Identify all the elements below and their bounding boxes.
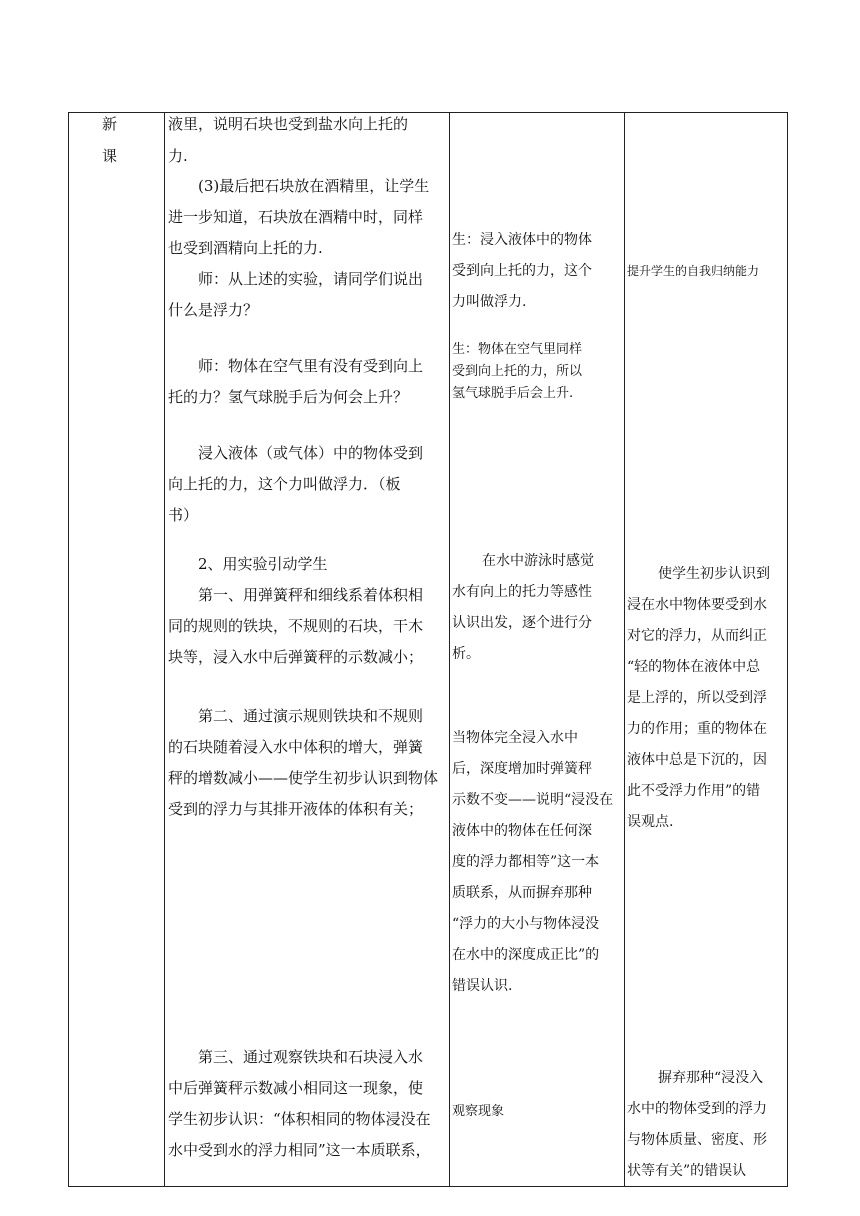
- intent-text: 力的作用；重的物体在: [627, 721, 767, 737]
- student-text: 水有向上的托力等感性: [452, 584, 592, 600]
- student-text: 错误认识.: [452, 978, 513, 994]
- student-text: 生：浸入液体中的物体: [452, 232, 592, 248]
- teacher-text: 第一、用弹簧秤和细线系着体积相: [198, 586, 424, 604]
- intent-text: 浸在水中物体要受到水: [627, 597, 767, 613]
- teacher-text: (3)最后把石块放在酒精里，让学生: [198, 177, 430, 195]
- student-text: 质联系，从而摒弃那种: [452, 885, 592, 901]
- student-text: 示数不变——说明“浸没在: [452, 792, 614, 808]
- intent-text: 状等有关”的错误认: [627, 1163, 747, 1179]
- intent-text: 误观点.: [627, 814, 674, 830]
- teacher-text: 受到的浮力与其排开液体的体积有关；: [168, 800, 424, 818]
- student-text: 氢气球脱手后会上升.: [452, 386, 574, 401]
- intent-text: 水中的物体受到的浮力: [627, 1101, 767, 1117]
- teacher-text: 的石块随着浸入水中体积的增大，弹簧: [168, 738, 424, 756]
- student-text: 观察现象: [452, 1104, 505, 1119]
- column-divider: [449, 112, 450, 1187]
- teacher-text: 浸入液体（或气体）中的物体受到: [198, 444, 424, 462]
- intent-text: 与物体质量、密度、形: [627, 1132, 767, 1148]
- student-text: 认识出发，逐个进行分: [452, 615, 592, 631]
- teacher-text: 托的力？氢气球脱手后为何会上升？: [168, 388, 409, 406]
- teacher-text: 第二、通过演示规则铁块和不规则: [198, 707, 424, 725]
- stage-label: 课: [102, 147, 118, 165]
- student-text: 在水中的深度成正比”的: [452, 947, 600, 963]
- intent-text: 对它的浮力，从而纠正: [627, 628, 767, 644]
- teacher-text: 进一步知道，石块放在酒精中时，同样: [168, 208, 424, 226]
- student-text: “浮力的大小与物体浸没: [452, 916, 600, 932]
- teacher-text: 第三、通过观察铁块和石块浸入水: [198, 1048, 424, 1066]
- teacher-text: 同的规则的铁块，不规则的石块，干木: [168, 617, 424, 635]
- teacher-text: 也受到酒精向上托的力.: [168, 239, 323, 257]
- student-text: 度的浮力都相等”这一本: [452, 854, 600, 870]
- student-text: 析。: [452, 646, 480, 662]
- teacher-text: 块等，浸入水中后弹簧秤的示数减小；: [168, 648, 424, 666]
- teacher-text: 中后弹簧秤示数减小相同这一现象，使: [168, 1079, 424, 1097]
- intent-text: 是上浮的，所以受到浮: [627, 690, 767, 706]
- column-divider: [164, 112, 165, 1187]
- teacher-text: 师：物体在空气里有没有受到向上: [198, 357, 424, 375]
- teacher-text: 书）: [168, 506, 199, 524]
- student-text: 当物体完全浸入水中: [452, 730, 578, 746]
- intent-text: 液体中总是下沉的，因: [627, 752, 767, 768]
- intent-text: 摒弃那种“浸没入: [658, 1070, 764, 1086]
- teacher-text: 师：从上述的实验，请同学们说出: [198, 270, 424, 288]
- intent-text: 此不受浮力作用”的错: [627, 783, 761, 799]
- teacher-text: 什么是浮力？: [168, 301, 259, 319]
- column-divider: [624, 112, 625, 1187]
- student-text: 受到向上托的力，这个: [452, 263, 592, 279]
- teacher-text: 力.: [168, 147, 188, 165]
- teacher-text: 秤的增数减小——使学生初步认识到物体: [168, 769, 439, 787]
- student-text: 受到向上托的力，所以: [452, 364, 583, 379]
- teacher-text: 水中受到水的浮力相同”这一本质联系，: [168, 1141, 431, 1159]
- student-text: 生：物体在空气里同样: [452, 342, 583, 357]
- intent-text: “轻的物体在液体中总: [627, 659, 761, 675]
- student-text: 液体中的物体在任何深: [452, 823, 592, 839]
- student-text: 力叫做浮力.: [452, 294, 527, 310]
- intent-text: 使学生初步认识到: [658, 566, 770, 582]
- student-text: 后，深度增加时弹簧秤: [452, 761, 592, 777]
- teacher-text: 2、用实验引动学生: [198, 555, 328, 573]
- teacher-text: 液里，说明石块也受到盐水向上托的: [168, 115, 409, 133]
- stage-label: 新: [102, 115, 118, 133]
- student-text: 在水中游泳时感觉: [482, 553, 594, 569]
- teacher-text: 学生初步认识：“体积相同的物体浸没在: [168, 1110, 431, 1128]
- intent-text: 提升学生的自我归纳能力: [627, 264, 760, 278]
- teacher-text: 向上托的力，这个力叫做浮力．（板: [168, 475, 401, 493]
